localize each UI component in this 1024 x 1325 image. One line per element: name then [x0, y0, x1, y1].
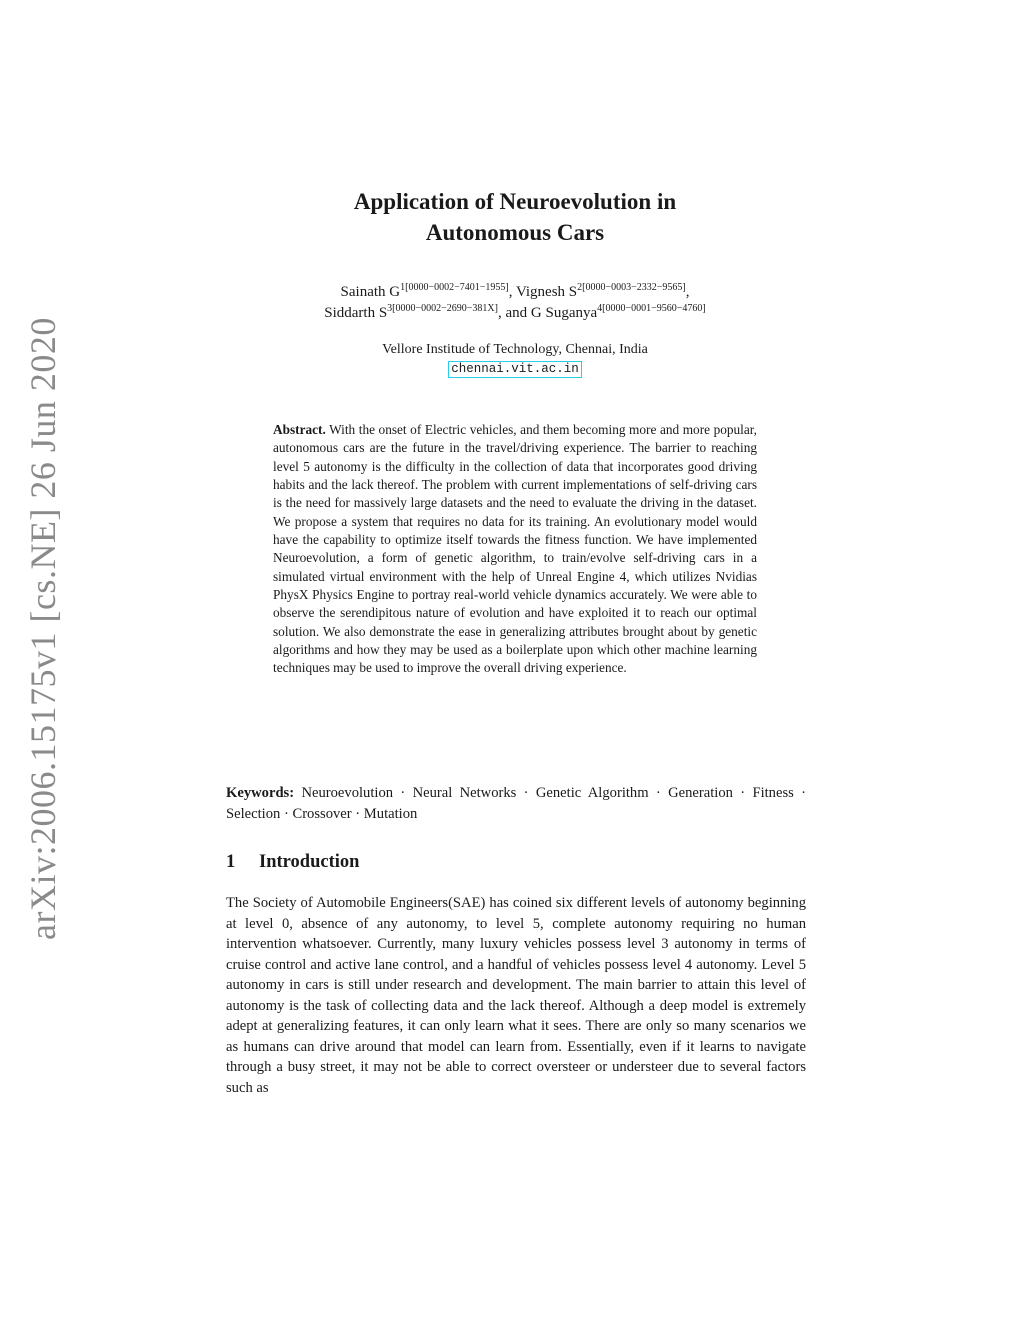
- author-orcid: 2[0000−0003−2332−9565]: [577, 282, 686, 293]
- author-separator: , and: [497, 305, 531, 321]
- email-link[interactable]: chennai.vit.ac.in: [448, 361, 582, 378]
- author-list: [220, 282, 810, 324]
- author-orcid: 3[0000−0002−2690−381X]: [387, 303, 498, 314]
- title-line-2: Autonomous Cars: [425, 220, 605, 245]
- author-separator: ,: [508, 284, 516, 300]
- author-name: Vignesh S: [515, 284, 578, 300]
- section-title: Introduction: [259, 852, 360, 872]
- author-name: Sainath G: [340, 284, 401, 300]
- author-line-2: [220, 303, 810, 324]
- author-separator: ,: [685, 284, 690, 300]
- paper-title: [220, 186, 810, 248]
- abstract-block: [273, 421, 757, 678]
- author-name: G Suganya: [530, 305, 598, 321]
- introduction-paragraph: The Society of Automobile Engineers(SAE) has coined six different levels of autonomy beginning at level 0, absence of any autonomy, to level 5, complete autonomy requiring no human intervention whatsoever. Currently, many luxury vehicles possess level 3 autonomy in terms of cruise control and active lane control, and a handful of vehicles possess level 4 autonomy. Level 5 autonomy in cars is still under research and development. The main barrier to attain this level of autonomy is the task of collecting data and the lack thereof. Although a deep model is extremely adept at generalizing features, it can only learn what it sees. There are only so many scenarios we as humans can drive around that model can learn from. Essentially, even if it learns to navigate through a busy street, it may not be able to correct oversteer or understeer due to several factors such as: [226, 895, 806, 1096]
- author-name: Siddarth S: [324, 305, 388, 321]
- author-orcid: 4[0000−0001−9560−4760]: [597, 303, 706, 314]
- section-heading: [226, 852, 359, 873]
- institution: Vellore Institude of Technology, Chennai, India: [382, 342, 648, 357]
- abstract-text: With the onset of Electric vehicles, and them becoming more and more popular, autonomous cars are the future in the travel/driving experience. The barrier to reaching level 5 autonomy is the difficulty in the collection of data that incorporates good driving habits and the lack thereof. The problem with current implementations of self-driving cars is the need for massively large datasets and the need to evaluate the driving in the dataset. We propose a system that requires no data for its training. An evolutionary model would have the capability to optimize itself towards the fitness function. We have implemented Neuroevolution, a form of genetic algorithm, to train/evolve self-driving cars in a simulated virtual environment with the help of Unreal Engine 4, which utilizes Nvidias PhysX Physics Engine to portray real-world vehicle dynamics accurately. We were able to observe the serendipitous nature of evolution and have exploited it to reach our optimal solution. We also demonstrate the ease in generalizing attributes brought about by genetic algorithms and how they may be used as a boilerplate upon which other machine learning techniques may be used to improve the overall driving experience.: [273, 422, 757, 676]
- keywords-text: Neuroevolution · Neural Networks · Genetic Algorithm · Generation · Fitness · Selection · Crossover · Mutation: [226, 785, 807, 822]
- affiliation-block: [220, 340, 810, 378]
- title-line-1: Application of Neuroevolution in: [353, 189, 677, 214]
- arxiv-side-label: arXiv:2006.15175v1 [cs.NE] 26 Jun 2020: [23, 317, 63, 940]
- author-line-1: [220, 282, 810, 303]
- keywords-label: Keywords:: [226, 785, 295, 801]
- keywords-block: [226, 783, 806, 824]
- abstract-label: Abstract.: [273, 422, 326, 437]
- author-orcid: 1[0000−0002−7401−1955]: [400, 282, 509, 293]
- section-number: 1: [226, 852, 236, 872]
